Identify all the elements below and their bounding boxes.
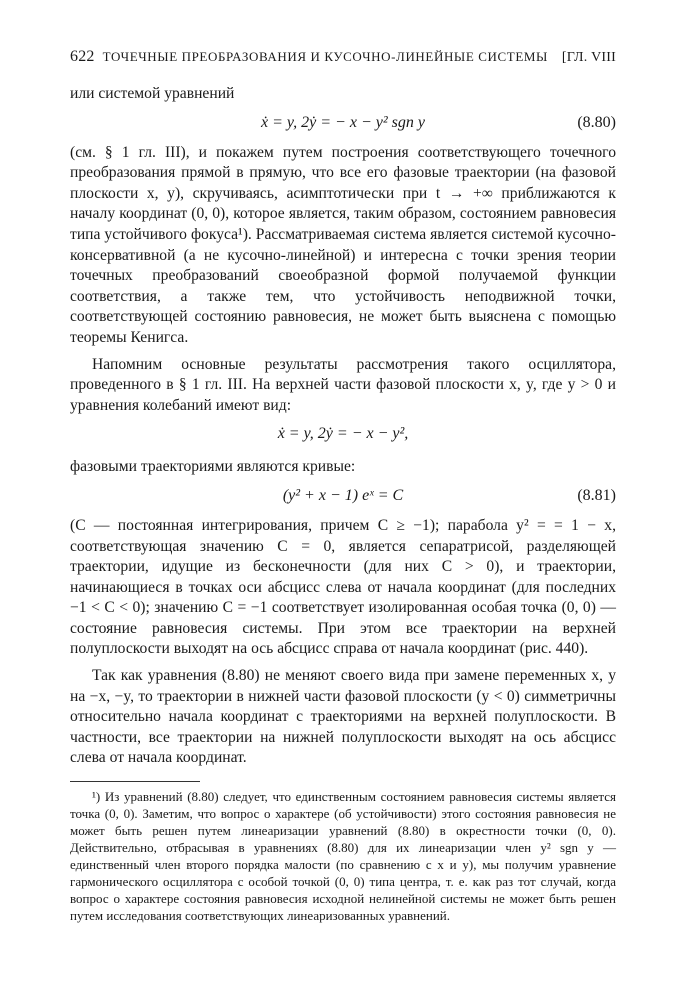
paragraph-3: фазовыми траекториями являются кривые: [70, 458, 356, 476]
equation-8-81 [70, 485, 616, 510]
equation-8-80 [70, 112, 616, 137]
chapter-marker: [ГЛ. VIII [561, 50, 616, 65]
equation-8-80-label: (8.80) [577, 113, 616, 131]
intro-line: или системой уравнений [70, 85, 235, 102]
footnote: ¹) Из уравнений (8.80) следует, что единственным состоянием равновесия системы является точка (0, 0). Заметим, что вопрос о характере (об устойчивости) этого состояния равновесия не может быть решен путем линеаризации уравнений (8.80) в окрестности точки (0, 0). Действительно, отбрасывая в уравнениях (8.80) для их линеаризации член y² sgn y — единственный член второго порядка малости (по сравнению с x и y), мы получим уравнение гармонического осциллятора с особой точкой (0, 0) типа центра, т. е. как раз тот случай, когда вопрос о характере состояния равновесия исходной нелинейной системы не может быть решен путем исследования соответствующих линеаризованных уравнений. [70, 789, 616, 924]
paragraph-1: (см. § 1 гл. III), и покажем путем построения соответствующего точечного преобразования прямой в прямую, что все его фазовые траектории (на фазовой плоскости x, y), скручиваясь, асимптотически при t → +∞ приближаются к началу координат (0, 0), которое является, таким образом, состоянием равновесия типа устойчивого фокуса¹). Рассматриваемая система является системой кусочно-консервативной (а не кусочно-линейной) и интересна с точки зрения теории точечных преобразований своеобразной формой получаемой функции соответствия, а также тем, что устойчивость неподвижной точки, соответствующей состоянию равновесия, не может быть выяснена с помощью теоремы Кенигса. [70, 143, 616, 346]
equation-upper-half-expression: ẋ = y, 2ẏ = − x − y², [277, 425, 409, 443]
paragraph-4: (C — постоянная интегрирования, причем C ≥ −1); парабола y² = = 1 − x, соответствующая значению C = 0, является сепаратрисой, разделяющей траектории, идущие из бесконечности (для них C > 0), и траектории, начинающиеся в точках оси абсцисс слева от начала координат (для последних −1 < C < 0); значению C = −1 соответствует изолированная особая точка (0, 0) — состояние равновесия системы. При этом все траектории на верхней полуплоскости выходят на ось абсцисс справа от начала координат (рис. 440). [70, 516, 616, 658]
footnote-divider [70, 781, 200, 782]
paragraph-2: Напомним основные результаты рассмотрения такого осциллятора, проведенного в § 1 гл. III. На верхней части фазовой плоскости x, y, где y > 0 и уравнения колебаний имеют вид: [70, 355, 616, 414]
equation-8-80-expression: ẋ = y, 2ẏ = − x − y² sgn y [261, 113, 425, 131]
running-header [70, 48, 616, 66]
running-title: ТОЧЕЧНЫЕ ПРЕОБРАЗОВАНИЯ И КУСОЧНО-ЛИНЕЙНЫЕ СИСТЕМЫ [102, 49, 548, 64]
book-page [70, 48, 616, 924]
equation-8-81-label: (8.81) [577, 486, 616, 504]
equation-upper-half [70, 423, 616, 451]
paragraph-5: Так как уравнения (8.80) не меняют своего вида при замене переменных x, y на −x, −y, то траектории в нижней части фазовой плоскости (y < 0) симметричны относительно начала координат с траекториями на верхней полуплоскости. В частности, все траектории на нижней полуплоскости выходят на ось абсцисс слева от начала координат. [70, 667, 616, 767]
equation-8-81-expression: (y² + x − 1) eˣ = C [282, 486, 404, 504]
page-number: 622 [70, 48, 95, 65]
